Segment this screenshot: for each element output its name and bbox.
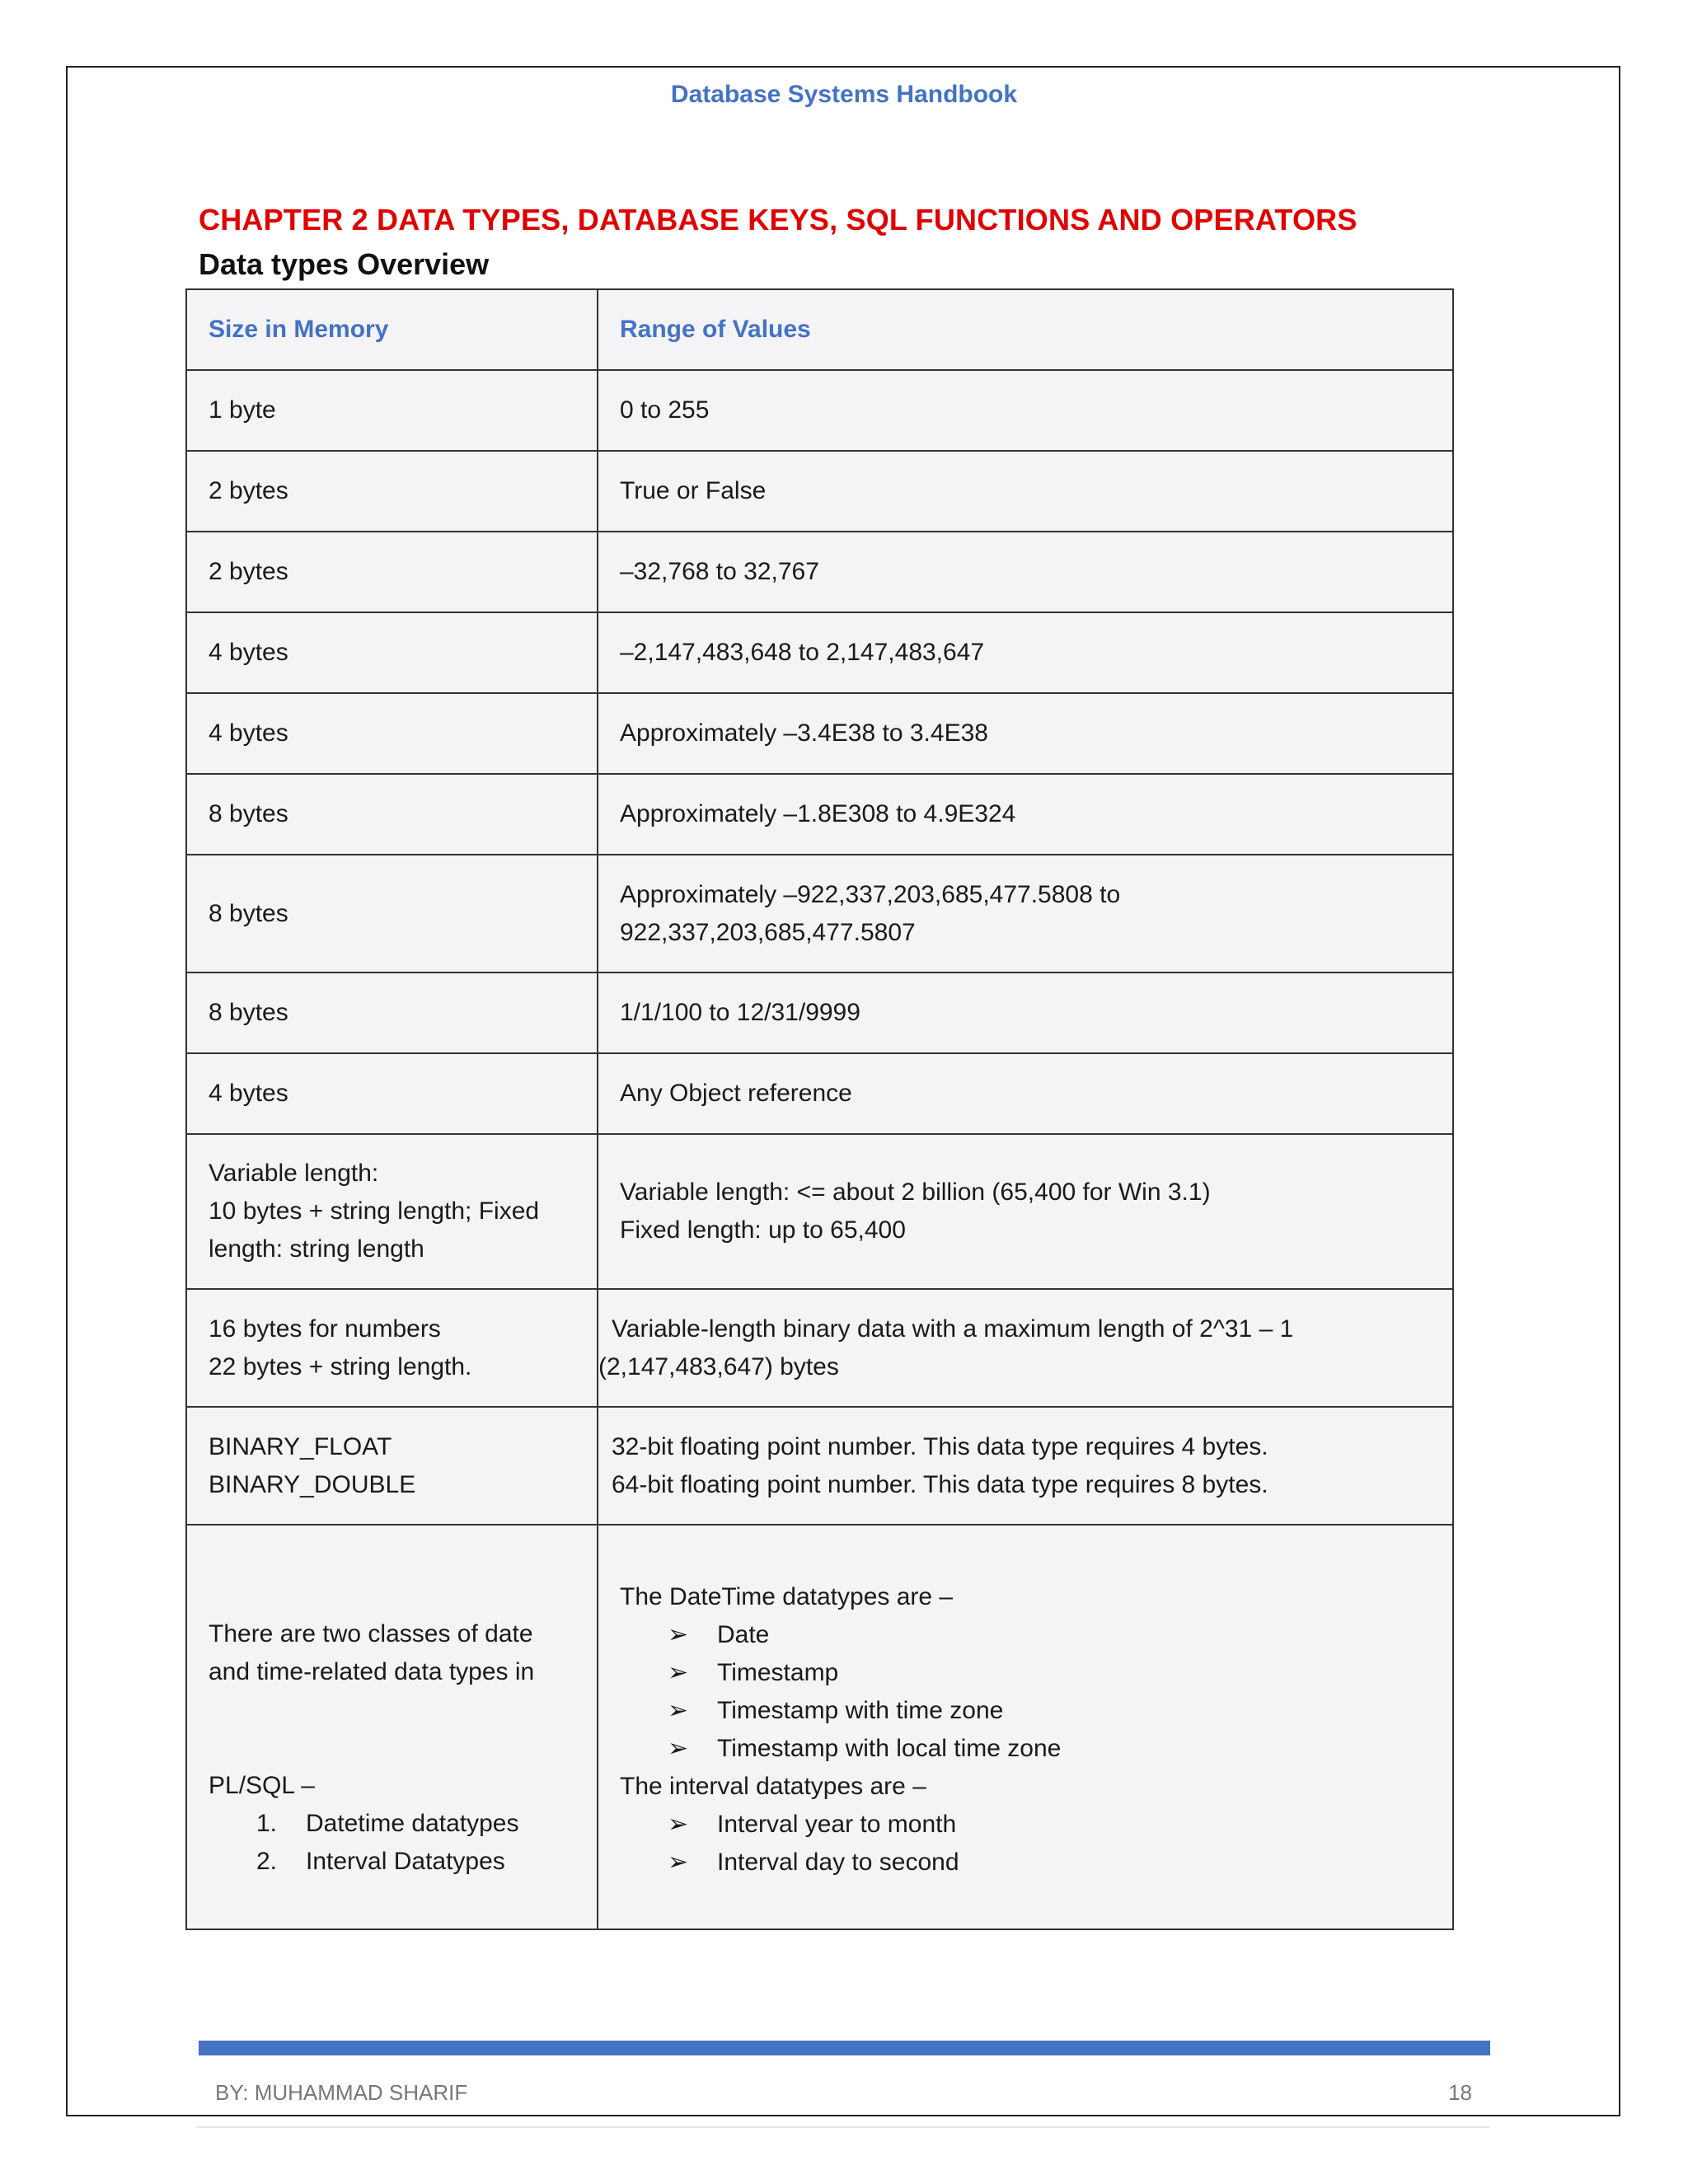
arrow-bullet-icon: ➢ bbox=[668, 1810, 689, 1838]
table-header-row bbox=[186, 289, 1453, 370]
range-cell bbox=[598, 774, 1453, 855]
list-item bbox=[620, 1692, 1431, 1730]
column-header-range: Range of Values bbox=[598, 289, 1453, 370]
size-cell bbox=[186, 612, 598, 693]
list-item bbox=[620, 1616, 1431, 1654]
table-row-datetime bbox=[186, 1525, 1453, 1929]
list-item bbox=[209, 1843, 575, 1881]
list-item-text: Timestamp with local time zone bbox=[717, 1734, 1062, 1762]
list-item bbox=[209, 1805, 575, 1843]
table-row bbox=[186, 693, 1453, 774]
plsql-datatype-list bbox=[209, 1805, 575, 1881]
cell-text: 8 bytes bbox=[209, 999, 288, 1026]
cell-text: BINARY_DOUBLE bbox=[209, 1470, 416, 1498]
cell-text: 10 bytes + string length; Fixed bbox=[209, 1197, 540, 1225]
list-item-text: Interval Datatypes bbox=[306, 1847, 505, 1875]
list-item-text: Date bbox=[717, 1620, 770, 1648]
column-header-size: Size in Memory bbox=[186, 289, 598, 370]
size-cell bbox=[186, 972, 598, 1053]
cell-text: PL/SQL – bbox=[209, 1771, 315, 1799]
list-number: 1. bbox=[256, 1809, 278, 1837]
range-cell bbox=[598, 1053, 1453, 1134]
range-cell bbox=[598, 451, 1453, 532]
cell-text: 922,337,203,685,477.5807 bbox=[620, 918, 916, 946]
arrow-bullet-icon: ➢ bbox=[668, 1734, 689, 1762]
table-row bbox=[186, 1053, 1453, 1134]
list-item-text: Timestamp with time zone bbox=[717, 1696, 1004, 1724]
cell-text: –2,147,483,648 to 2,147,483,647 bbox=[620, 639, 985, 666]
cell-text: Variable length: <= about 2 billion (65,400 for Win 3.1) bbox=[620, 1179, 1211, 1206]
range-cell bbox=[598, 532, 1453, 612]
cell-text: 22 bytes + string length. bbox=[209, 1352, 472, 1380]
datetime-list bbox=[620, 1616, 1431, 1768]
size-cell bbox=[186, 774, 598, 855]
cell-text: 2 bytes bbox=[209, 477, 288, 504]
table-row bbox=[186, 532, 1453, 612]
chapter-title: CHAPTER 2 DATA TYPES, DATABASE KEYS, SQL FUNCTIONS AND OPERATORS bbox=[199, 203, 1357, 237]
cell-text: and time-related data types in bbox=[209, 1657, 535, 1685]
arrow-bullet-icon: ➢ bbox=[668, 1620, 689, 1648]
list-item bbox=[620, 1730, 1431, 1768]
size-cell bbox=[186, 693, 598, 774]
page-number: 18 bbox=[1448, 2080, 1472, 2105]
table-row bbox=[186, 451, 1453, 532]
size-cell bbox=[186, 1407, 598, 1525]
interval-list bbox=[620, 1806, 1431, 1882]
cell-text: 1/1/100 to 12/31/9999 bbox=[620, 999, 860, 1026]
list-item-text: Timestamp bbox=[717, 1658, 839, 1686]
arrow-bullet-icon: ➢ bbox=[668, 1658, 689, 1686]
table-row bbox=[186, 1407, 1453, 1525]
cell-text: Variable length: bbox=[209, 1160, 379, 1187]
cell-text: 64-bit floating point number. This data type requires 8 bytes. bbox=[612, 1470, 1268, 1498]
list-item-text: Interval day to second bbox=[717, 1848, 959, 1876]
size-cell bbox=[186, 855, 598, 972]
section-title: Data types Overview bbox=[199, 247, 490, 281]
size-cell bbox=[186, 451, 598, 532]
table-row bbox=[186, 1134, 1453, 1289]
cell-text: 8 bytes bbox=[209, 899, 288, 927]
cell-text: There are two classes of date bbox=[209, 1619, 533, 1647]
cell-text: True or False bbox=[620, 477, 767, 504]
range-cell bbox=[598, 1134, 1453, 1289]
interval-heading: The interval datatypes are – bbox=[620, 1772, 926, 1800]
size-cell bbox=[186, 1134, 598, 1289]
range-cell bbox=[598, 1407, 1453, 1525]
list-item bbox=[620, 1844, 1431, 1882]
arrow-bullet-icon: ➢ bbox=[668, 1696, 689, 1724]
cell-text: 2 bytes bbox=[209, 558, 288, 585]
cell-text: length: string length bbox=[209, 1235, 424, 1263]
range-cell bbox=[598, 972, 1453, 1053]
data-types-table bbox=[185, 288, 1454, 1930]
table-row bbox=[186, 855, 1453, 972]
arrow-bullet-icon: ➢ bbox=[668, 1848, 689, 1876]
cell-text: BINARY_FLOAT bbox=[209, 1432, 392, 1460]
cell-text: 0 to 255 bbox=[620, 396, 710, 424]
cell-text: 8 bytes bbox=[209, 800, 288, 827]
footer-bar bbox=[199, 2041, 1490, 2055]
table-row bbox=[186, 612, 1453, 693]
table-row bbox=[186, 370, 1453, 451]
list-item bbox=[620, 1654, 1431, 1692]
size-cell bbox=[186, 370, 598, 451]
cell-text: 4 bytes bbox=[209, 639, 288, 666]
footer-author: BY: MUHAMMAD SHARIF bbox=[215, 2080, 468, 2105]
range-cell bbox=[598, 612, 1453, 693]
size-cell bbox=[186, 1053, 598, 1134]
cell-text: Approximately –922,337,203,685,477.5808 to bbox=[620, 880, 1121, 908]
range-cell bbox=[598, 370, 1453, 451]
cell-text: –32,768 to 32,767 bbox=[620, 558, 819, 585]
cell-text: 32-bit floating point number. This data type requires 4 bytes. bbox=[612, 1432, 1268, 1460]
cell-text: 4 bytes bbox=[209, 1080, 288, 1107]
cell-text: Variable-length binary data with a maximum length of 2^31 – 1 bbox=[612, 1315, 1294, 1343]
table-row bbox=[186, 1289, 1453, 1407]
cell-text: (2,147,483,647) bytes bbox=[598, 1352, 839, 1380]
size-cell bbox=[186, 1525, 598, 1929]
cell-text: Fixed length: up to 65,400 bbox=[620, 1216, 906, 1244]
cell-text: 4 bytes bbox=[209, 719, 288, 747]
range-cell bbox=[598, 693, 1453, 774]
cell-text: Any Object reference bbox=[620, 1080, 852, 1107]
list-number: 2. bbox=[256, 1847, 278, 1875]
list-item-text: Interval year to month bbox=[717, 1810, 957, 1838]
cell-text: 16 bytes for numbers bbox=[209, 1315, 441, 1343]
range-cell bbox=[598, 855, 1453, 972]
bottom-divider bbox=[196, 2126, 1490, 2128]
list-item-text: Datetime datatypes bbox=[306, 1809, 519, 1837]
range-cell bbox=[598, 1289, 1453, 1407]
size-cell bbox=[186, 532, 598, 612]
datetime-heading: The DateTime datatypes are – bbox=[620, 1582, 954, 1610]
table-row bbox=[186, 972, 1453, 1053]
running-header: Database Systems Handbook bbox=[670, 81, 1018, 108]
range-cell bbox=[598, 1525, 1453, 1929]
table-row bbox=[186, 774, 1453, 855]
cell-text: 1 byte bbox=[209, 396, 276, 424]
cell-text: Approximately –3.4E38 to 3.4E38 bbox=[620, 719, 988, 747]
list-item bbox=[620, 1806, 1431, 1844]
cell-text: Approximately –1.8E308 to 4.9E324 bbox=[620, 800, 1016, 827]
size-cell bbox=[186, 1289, 598, 1407]
